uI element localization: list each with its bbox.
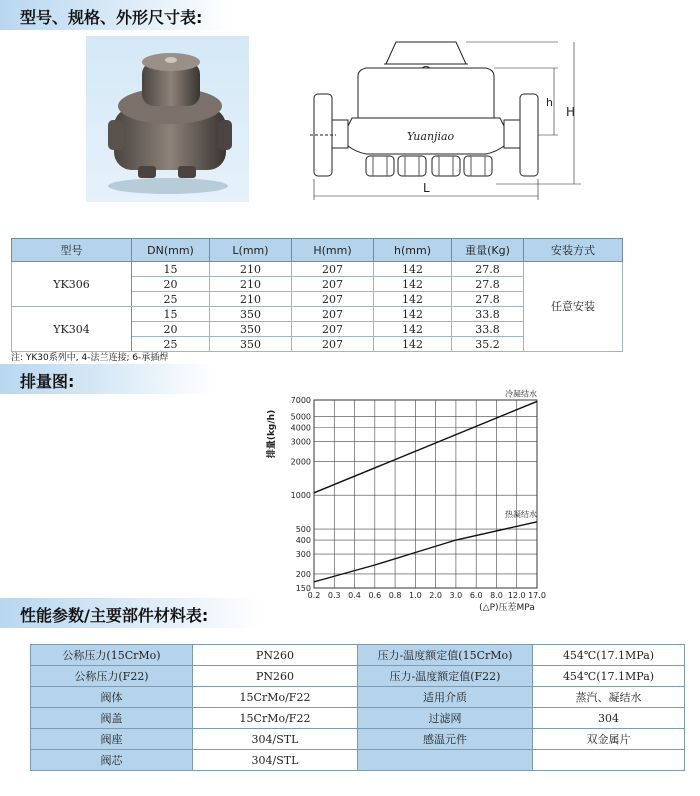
table-cell: 142 xyxy=(374,277,452,292)
y-tick-label: 400 xyxy=(295,536,311,546)
table-row xyxy=(31,645,685,666)
table-cell: 210 xyxy=(210,262,292,277)
x-axis-label: (△P)压差MPa xyxy=(479,603,535,613)
material-label: 压力-温度额定值(F22) xyxy=(358,666,533,687)
header-l: L(mm) xyxy=(210,239,292,262)
table-cell: 350 xyxy=(210,307,292,322)
material-value: 304 xyxy=(533,708,685,729)
material-label: 适用介质 xyxy=(358,687,533,708)
table-cell: 20 xyxy=(132,277,210,292)
table-row xyxy=(12,262,623,277)
spec-table xyxy=(11,238,623,352)
y-tick-label: 3000 xyxy=(290,437,311,447)
series-line xyxy=(314,401,537,492)
model-cell: YK306 xyxy=(12,262,132,307)
table-cell: 207 xyxy=(292,292,374,307)
table-cell: 33.8 xyxy=(452,322,524,337)
x-tick-label: 0.3 xyxy=(327,591,341,600)
material-label: 公称压力(15CrMo) xyxy=(31,645,193,666)
material-label: 阀芯 xyxy=(31,750,193,771)
x-tick-label: 0.4 xyxy=(348,591,361,600)
brand-logo: Yuanjiao xyxy=(407,130,455,143)
y-tick-label: 4000 xyxy=(290,423,311,433)
material-label: 阀体 xyxy=(31,687,193,708)
material-value: 15CrMo/F22 xyxy=(193,708,358,729)
material-value: 蒸汽、凝结水 xyxy=(533,687,685,708)
series-label: 冷凝结水 xyxy=(505,389,537,399)
material-label: 感温元件 xyxy=(358,729,533,750)
table-note: 注: YK30系列中, 4-法兰连接; 6-承插焊 xyxy=(11,353,169,363)
y-tick-label: 2000 xyxy=(290,457,311,467)
x-tick-label: 0.6 xyxy=(368,591,382,600)
section-title-material: 性能参数/主要部件材料表: xyxy=(20,606,209,625)
material-value: 304/STL xyxy=(193,750,358,771)
install-cell: 任意安装 xyxy=(524,262,623,352)
header-dn: DN(mm) xyxy=(132,239,210,262)
table-cell: 207 xyxy=(292,307,374,322)
plot-frame xyxy=(314,400,537,588)
x-tick-label: 3.0 xyxy=(449,591,463,600)
table-cell: 33.8 xyxy=(452,307,524,322)
material-table xyxy=(30,644,685,771)
table-cell: 210 xyxy=(210,277,292,292)
table-cell: 25 xyxy=(132,292,210,307)
y-tick-label: 5000 xyxy=(290,412,311,422)
material-value: 454℃(17.1MPa) xyxy=(533,645,685,666)
table-cell: 35.2 xyxy=(452,337,524,352)
table-row xyxy=(31,666,685,687)
material-label: 过滤网 xyxy=(358,708,533,729)
table-cell: 25 xyxy=(132,337,210,352)
y-axis-label: 排量(kg/h) xyxy=(267,409,277,459)
dim-H-label: H xyxy=(566,105,576,119)
product-photo xyxy=(86,36,249,202)
x-tick-label: 2.0 xyxy=(429,591,443,600)
header-install: 安装方式 xyxy=(524,239,623,262)
table-cell: 207 xyxy=(292,277,374,292)
table-cell: 20 xyxy=(132,322,210,337)
material-value: 双金属片 xyxy=(533,729,685,750)
x-tick-label: 17.0 xyxy=(528,591,546,600)
table-cell: 142 xyxy=(374,292,452,307)
x-tick-label: 6.0 xyxy=(469,591,483,600)
dim-L-label: L xyxy=(423,181,430,195)
header-weight: 重量(Kg) xyxy=(452,239,524,262)
y-tick-label: 500 xyxy=(295,525,311,535)
table-cell: 350 xyxy=(210,337,292,352)
table-cell: 207 xyxy=(292,337,374,352)
spec-header-row xyxy=(12,239,623,262)
y-tick-label: 150 xyxy=(295,584,311,593)
y-tick-label: 7000 xyxy=(290,396,311,405)
table-row xyxy=(31,750,685,771)
material-value: PN260 xyxy=(193,666,358,687)
table-cell: 15 xyxy=(132,307,210,322)
x-tick-label: 8.0 xyxy=(490,591,503,600)
dim-h-label: h xyxy=(546,96,553,109)
header-h: h(mm) xyxy=(374,239,452,262)
x-tick-label: 1.0 xyxy=(408,591,422,600)
table-cell: 15 xyxy=(132,262,210,277)
table-cell: 27.8 xyxy=(452,292,524,307)
material-label: 阀盖 xyxy=(31,708,193,729)
table-cell: 210 xyxy=(210,292,292,307)
x-tick-label: 0.8 xyxy=(388,591,402,600)
table-cell: 350 xyxy=(210,322,292,337)
table-cell: 142 xyxy=(374,322,452,337)
series-line xyxy=(314,522,537,582)
table-row xyxy=(31,687,685,708)
table-cell: 142 xyxy=(374,337,452,352)
model-cell: YK304 xyxy=(12,307,132,352)
header-model: 型号 xyxy=(12,239,132,262)
x-tick-label: 12.0 xyxy=(507,591,526,600)
material-label: 公称压力(F22) xyxy=(31,666,193,687)
table-cell: 142 xyxy=(374,262,452,277)
table-cell: 27.8 xyxy=(452,277,524,292)
x-tick-label: 0.2 xyxy=(307,591,321,600)
material-value: 15CrMo/F22 xyxy=(193,687,358,708)
series-label: 热凝结水 xyxy=(505,509,537,519)
table-row xyxy=(31,708,685,729)
table-cell: 207 xyxy=(292,262,374,277)
technical-drawing xyxy=(296,34,596,204)
y-tick-label: 1000 xyxy=(290,491,311,501)
material-value xyxy=(533,750,685,771)
section-title-spec: 型号、规格、外形尺寸表: xyxy=(20,8,203,27)
material-value: 454℃(17.1MPa) xyxy=(533,666,685,687)
material-value: PN260 xyxy=(193,645,358,666)
material-label: 压力-温度额定值(15CrMo) xyxy=(358,645,533,666)
material-value: 304/STL xyxy=(193,729,358,750)
y-tick-label: 200 xyxy=(295,569,311,579)
header-H: H(mm) xyxy=(292,239,374,262)
material-label: 阀座 xyxy=(31,729,193,750)
table-row xyxy=(31,729,685,750)
material-label xyxy=(358,750,533,771)
table-cell: 207 xyxy=(292,322,374,337)
section-title-chart: 排量图: xyxy=(20,372,75,391)
table-cell: 142 xyxy=(374,307,452,322)
y-tick-label: 300 xyxy=(295,550,311,560)
table-cell: 27.8 xyxy=(452,262,524,277)
capacity-chart xyxy=(252,386,562,618)
steam-trap-photo-icon xyxy=(86,36,249,202)
